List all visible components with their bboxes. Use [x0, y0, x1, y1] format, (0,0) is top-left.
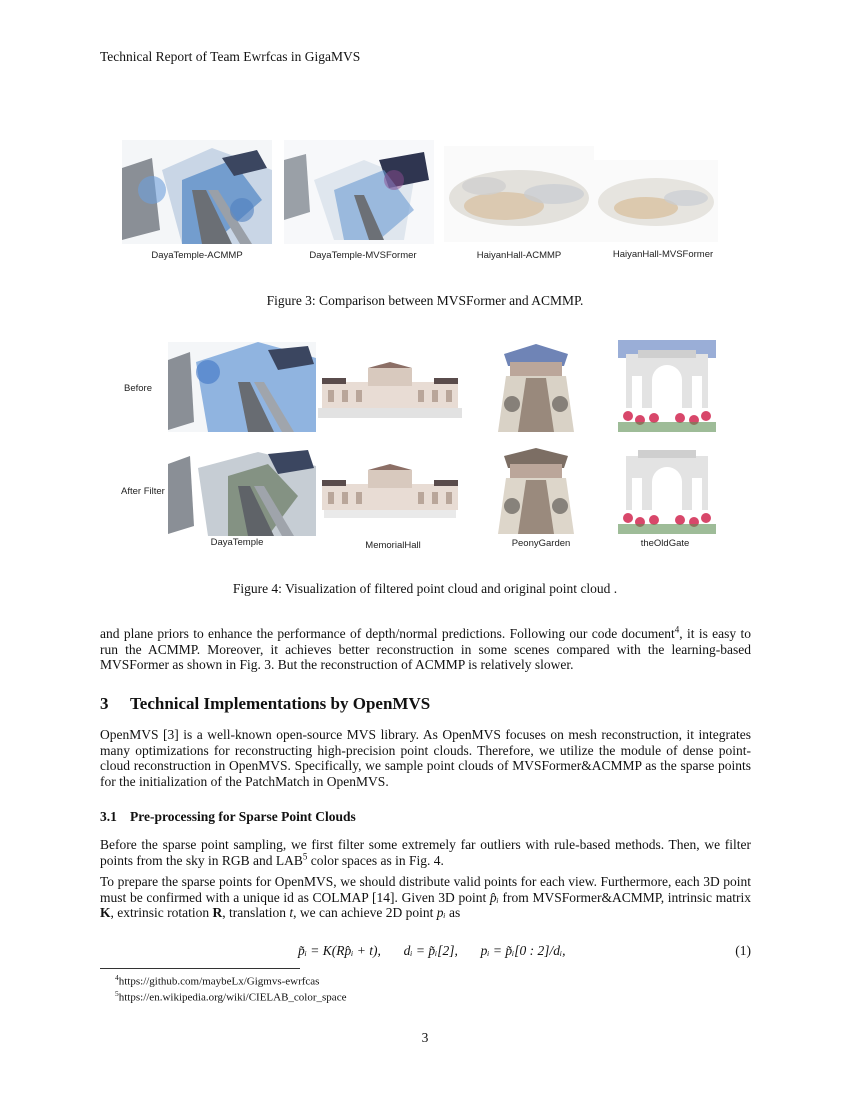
figure4-image-dayatemple-before — [168, 342, 316, 432]
equation-number: (1) — [735, 943, 751, 958]
figure3-label: HaiyanHall-MVSFormer — [612, 249, 714, 260]
figure3-image-haiyanhall-acmmp — [444, 146, 594, 242]
figure4-image-dayatemple-after — [168, 446, 316, 536]
section-3-heading: 3 Technical Implementations by OpenMVS — [100, 694, 431, 713]
paragraph-acmmp-continuation: and plane priors to enhance the performance of depth/normal predictions. Following our code document$^4$, it is easy to run the ACMMP. Moreover, it achieves better reconstruction in some scenes compared with the learning-based MVSFormer as shown in Fig. 3. But the reconstruction of ACMMP is relatively slower. — [100, 624, 752, 672]
paragraph-preprocessing: Before the sparse point sampling, we first filter some extremely far outliers with rule-based methods. Then, we filter points from the sky in RGB and LAB$^5$ color spaces as in Fig. 4. — [100, 837, 751, 868]
footnote-divider — [100, 968, 300, 969]
figure4-image-theoldgate-before — [618, 340, 716, 432]
footnote-4: $^4$https://github.com/maybeLx/Gigmvs-ewrfcas — [115, 973, 320, 988]
figure4-image-memorialhall-after — [318, 462, 462, 522]
footnote-5: $^5$https://en.wikipedia.org/wiki/CIELAB_color_space — [115, 989, 347, 1004]
paragraph-openmvs-intro: OpenMVS [3] is a well-known open-source MVS library. As OpenMVS focuses on mesh reconstruction, it integrates many optimizations for reconstructing high-precision point clouds. Therefore, we utilize the module of dense point-cloud reconstruction in OpenMVS. Specifically, we sample point clouds of MVSFormer&ACMMP as the sparse points for the initialization of the PatchMatch in OpenMVS. — [100, 727, 751, 789]
figure4-column-label: DayaTemple — [210, 537, 264, 548]
figure4-image-memorialhall-before — [318, 362, 462, 418]
figure4-image-peonygarden-after — [496, 446, 576, 534]
figure4-column-label: theOldGate — [640, 538, 690, 549]
running-header: Technical Report of Team Ewrfcas in GigaMVS — [100, 49, 361, 64]
figure3-image-dayatemple-acmmp — [122, 140, 272, 244]
figure3-caption: Figure 3: Comparison between MVSFormer and ACMMP. — [266, 293, 584, 308]
figure4-column-label: PeonyGarden — [511, 538, 571, 549]
row-label-before: Before — [124, 383, 152, 394]
figure4-caption: Figure 4: Visualization of filtered point cloud and original point cloud . — [232, 581, 618, 596]
footnote-ref-5: 5 — [302, 851, 308, 861]
figure4-image-peonygarden-before — [496, 344, 576, 432]
equation-part-depth: dᵢ = p̃ᵢ[2], — [403, 943, 458, 958]
page-number: 3 — [421, 1030, 429, 1045]
figure3-image-dayatemple-mvsformer — [284, 140, 434, 244]
figure4-image-theoldgate-after — [618, 444, 716, 534]
figure3-image-haiyanhall-mvsformer — [594, 160, 718, 242]
equation-part-projection: p̃ᵢ = K(Rp̂ᵢ + t), — [298, 943, 381, 958]
equation-part-pixel: pᵢ = p̃ᵢ[0 : 2]/dᵢ, — [480, 943, 566, 958]
figure3-label: DayaTemple-ACMMP — [151, 250, 243, 261]
footnote-link[interactable]: https://github.com/maybeLx/Gigmvs-ewrfcas — [118, 975, 320, 988]
figure3-label: HaiyanHall-ACMMP — [476, 250, 562, 261]
footnote-ref-4: 4 — [674, 624, 680, 635]
paragraph-sparse-points: To prepare the sparse points for OpenMVS, we should distribute valid points for each view. Furthermore, each 3D point must be confirmed with a unique id as COLMAP [14]. Given 3D point p̂ᵢ from MVSFormer&ACMMP, intrinsic matrix K, extrinsic rotation R, translation t, we can achieve 2D point pᵢ as — [100, 874, 751, 920]
figure3-label: DayaTemple-MVSFormer — [309, 250, 417, 261]
figure4-column-label: MemorialHall — [365, 540, 421, 551]
footnote-link[interactable]: https://en.wikipedia.org/wiki/CIELAB_color_space — [118, 991, 347, 1004]
row-label-after-filter: After Filter — [121, 486, 165, 497]
subsection-3-1-heading: 3.1 Pre-processing for Sparse Point Clouds — [100, 809, 356, 824]
